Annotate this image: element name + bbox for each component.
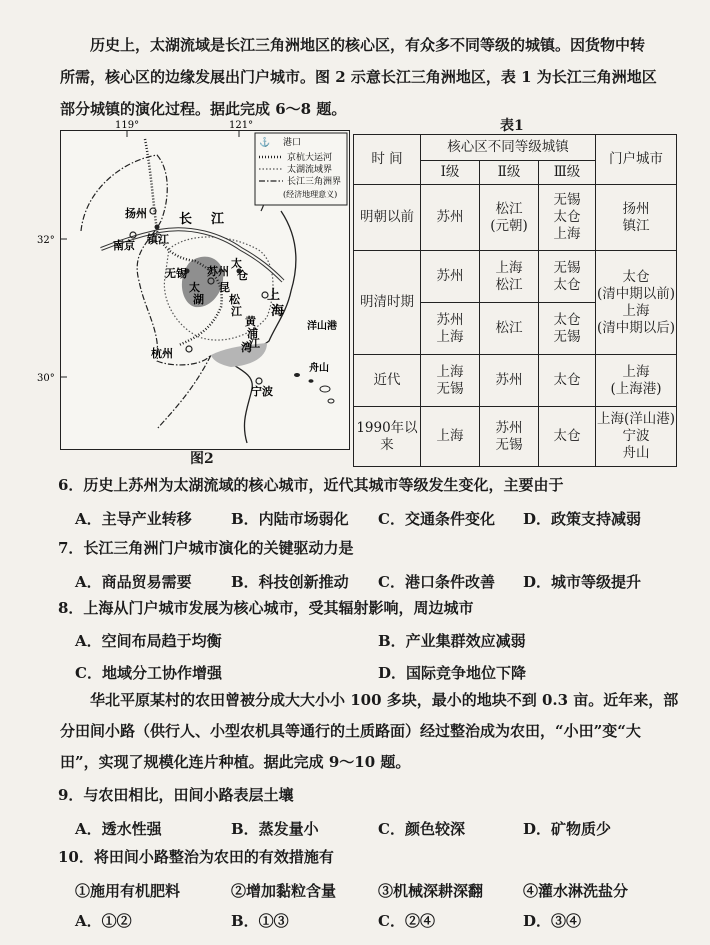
row3-l1: 苏州 上海 <box>421 303 480 355</box>
row4-l2: 苏州 <box>480 355 539 407</box>
row2-gate: 太仓 (清中期以前) 上海 (清中期以后) <box>596 251 677 355</box>
figure-caption: 图2 <box>190 451 214 467</box>
row5-gate: 上海(洋山港) 宁波 舟山 <box>596 407 677 467</box>
row2-l2: 上海 松江 <box>480 251 539 303</box>
place-huang: 黄 <box>245 315 256 328</box>
row1-time: 明朝以前 <box>354 185 421 251</box>
place-yangzhou: 扬州 <box>125 207 147 220</box>
q8-option-b[interactable]: B．产业集群效应减弱 <box>378 632 526 650</box>
row5-l1: 上海 <box>421 407 480 467</box>
place-wuxi: 无锡 <box>165 267 187 280</box>
place-zhoushan: 舟山 <box>309 363 329 374</box>
q10-measure-2: ②增加黏粒含量 <box>231 882 337 900</box>
q9-stem: 9．与农田相比，田间小路表层土壤 <box>58 786 294 804</box>
row1-l1: 苏州 <box>421 185 480 251</box>
q8-option-d[interactable]: D．国际竞争地位下降 <box>378 664 527 682</box>
q7-option-b[interactable]: B．科技创新推动 <box>231 573 349 591</box>
row4-l1: 上海 无锡 <box>421 355 480 407</box>
intro2-line3: 田”，实现了规模化连片种植。据此完成 9～10 题。 <box>60 753 411 771</box>
lon-label-121: 121° <box>229 120 254 131</box>
q6-option-d[interactable]: D．政策支持减弱 <box>523 510 642 528</box>
place-taicang-2: 仓 <box>237 269 248 282</box>
place-yangshan: 洋山港 <box>307 321 337 332</box>
place-taicang-1: 太 <box>231 257 242 270</box>
place-chang: 长 <box>179 212 193 227</box>
q8-stem: 8．上海从门户城市发展为核心城市，受其辐射影响，周边城市 <box>58 599 474 617</box>
q10-option-d[interactable]: D．③④ <box>523 912 582 930</box>
q9-option-b[interactable]: B．蒸发量小 <box>231 820 319 838</box>
place-songjiang: 江 <box>231 305 242 318</box>
legend-port-icon: ⚓ <box>259 138 271 148</box>
row4-gate: 上海 (上海港) <box>596 355 677 407</box>
hdr-gate: 门户城市 <box>596 135 677 185</box>
q6-option-b[interactable]: B．内陆市场弱化 <box>231 510 349 528</box>
place-hangzhou: 杭州 <box>151 347 173 360</box>
place-hai: 海 <box>271 304 285 319</box>
place-ningbo: 宁波 <box>251 385 273 398</box>
row4-l3: 太仓 <box>539 355 596 407</box>
place-jiang: 江 <box>211 212 225 227</box>
q10-option-b[interactable]: B．①③ <box>231 912 289 930</box>
lon-label-119: 119° <box>115 120 140 131</box>
intro2-line1: 华北平原某村的农田曾被分成大大小小 100 多块，最小的地块不到 0.3 亩。近年来，部 <box>90 691 679 709</box>
place-wan: 湾 <box>241 341 252 354</box>
row1-l3: 无锡 太仓 上海 <box>539 185 596 251</box>
place-pu: 浦 <box>247 327 258 340</box>
q10-measure-4: ④灌水淋洗盐分 <box>523 882 629 900</box>
row1-gate: 扬州 镇江 <box>596 185 677 251</box>
q10-option-a[interactable]: A．①② <box>75 912 132 930</box>
place-song: 松 <box>229 293 240 306</box>
row5-l2: 苏州 无锡 <box>480 407 539 467</box>
hdr-level-2: Ⅱ级 <box>480 161 539 185</box>
place-suzhou: 苏州 <box>207 265 229 278</box>
place-nanjing: 南京 <box>113 239 135 252</box>
intro1-line1: 历史上，太湖流域是长江三角洲地区的核心区，有众多不同等级的城镇。因货物中转 <box>90 36 646 54</box>
row3-l2: 松江 <box>480 303 539 355</box>
q8-option-c[interactable]: C．地域分工协作增强 <box>75 664 222 682</box>
map-drawing <box>37 120 349 449</box>
q10-option-c[interactable]: C．②④ <box>378 912 435 930</box>
q7-option-a[interactable]: A．商品贸易需要 <box>75 573 192 591</box>
hdr-level-3: Ⅲ级 <box>539 161 596 185</box>
q7-stem: 7．长江三角洲门户城市演化的关键驱动力是 <box>58 539 354 557</box>
place-hu: 湖 <box>193 293 204 306</box>
q9-option-d[interactable]: D．矿物质少 <box>523 820 612 838</box>
legend-basin: 太湖流域界 <box>287 165 333 175</box>
table-1 <box>353 134 677 467</box>
legend-delta-note: (经济地理意义) <box>283 190 338 199</box>
q10-stem: 10．将田间小路整治为农田的有效措施有 <box>58 848 334 866</box>
place-tai: 太 <box>189 281 200 294</box>
place-kun: 昆 <box>219 281 230 294</box>
q10-measure-3: ③机械深耕深翻 <box>378 882 484 900</box>
figure-2-map <box>37 120 350 450</box>
place-zhenjiang: 镇江 <box>147 233 169 246</box>
table-title: 表1 <box>500 118 524 134</box>
row2-time: 明清时期 <box>354 251 421 355</box>
hdr-level-1: Ⅰ级 <box>421 161 480 185</box>
q6-stem: 6．历史上苏州为太湖流域的核心城市，近代其城市等级发生变化，主要由于 <box>58 476 564 494</box>
row1-l2: 松江 (元朝) <box>480 185 539 251</box>
row3-l3: 太仓 无锡 <box>539 303 596 355</box>
q9-option-c[interactable]: C．颜色较深 <box>378 820 465 838</box>
q10-measure-1: ①施用有机肥料 <box>75 882 181 900</box>
row2-l1: 苏州 <box>421 251 480 303</box>
q6-option-c[interactable]: C．交通条件变化 <box>378 510 495 528</box>
row2-l3: 无锡 太仓 <box>539 251 596 303</box>
q9-option-a[interactable]: A．透水性强 <box>75 820 162 838</box>
legend-delta: 长江三角洲界 <box>287 177 342 187</box>
intro1-line2: 所需，核心区的边缘发展出门户城市。图 2 示意长江三角洲地区，表 1 为长江三角洲地区 <box>60 68 657 86</box>
row5-l3: 太仓 <box>539 407 596 467</box>
q7-option-d[interactable]: D．城市等级提升 <box>523 573 642 591</box>
hdr-core: 核心区不同等级城镇 <box>421 135 596 161</box>
row5-time: 1990年以来 <box>354 407 421 467</box>
hdr-time: 时 间 <box>354 135 421 185</box>
intro1-line3: 部分城镇的演化过程。据此完成 6～8 题。 <box>60 100 347 118</box>
place-pujiang: 江 <box>249 337 260 350</box>
q7-option-c[interactable]: C．港口条件改善 <box>378 573 495 591</box>
lat-label-32: 32° <box>37 235 55 246</box>
q6-option-a[interactable]: A．主导产业转移 <box>75 510 192 528</box>
legend-port: 港口 <box>283 138 302 148</box>
intro2-line2: 分田间小路（供行人、小型农机具等通行的土质路面）经过整治成为农田，“小田”变“大 <box>60 722 641 740</box>
q8-option-a[interactable]: A．空间布局趋于均衡 <box>75 632 222 650</box>
row4-time: 近代 <box>354 355 421 407</box>
place-shang: 上 <box>267 288 281 303</box>
lat-label-30: 30° <box>37 373 55 384</box>
legend-canal: 京杭大运河 <box>287 153 333 163</box>
